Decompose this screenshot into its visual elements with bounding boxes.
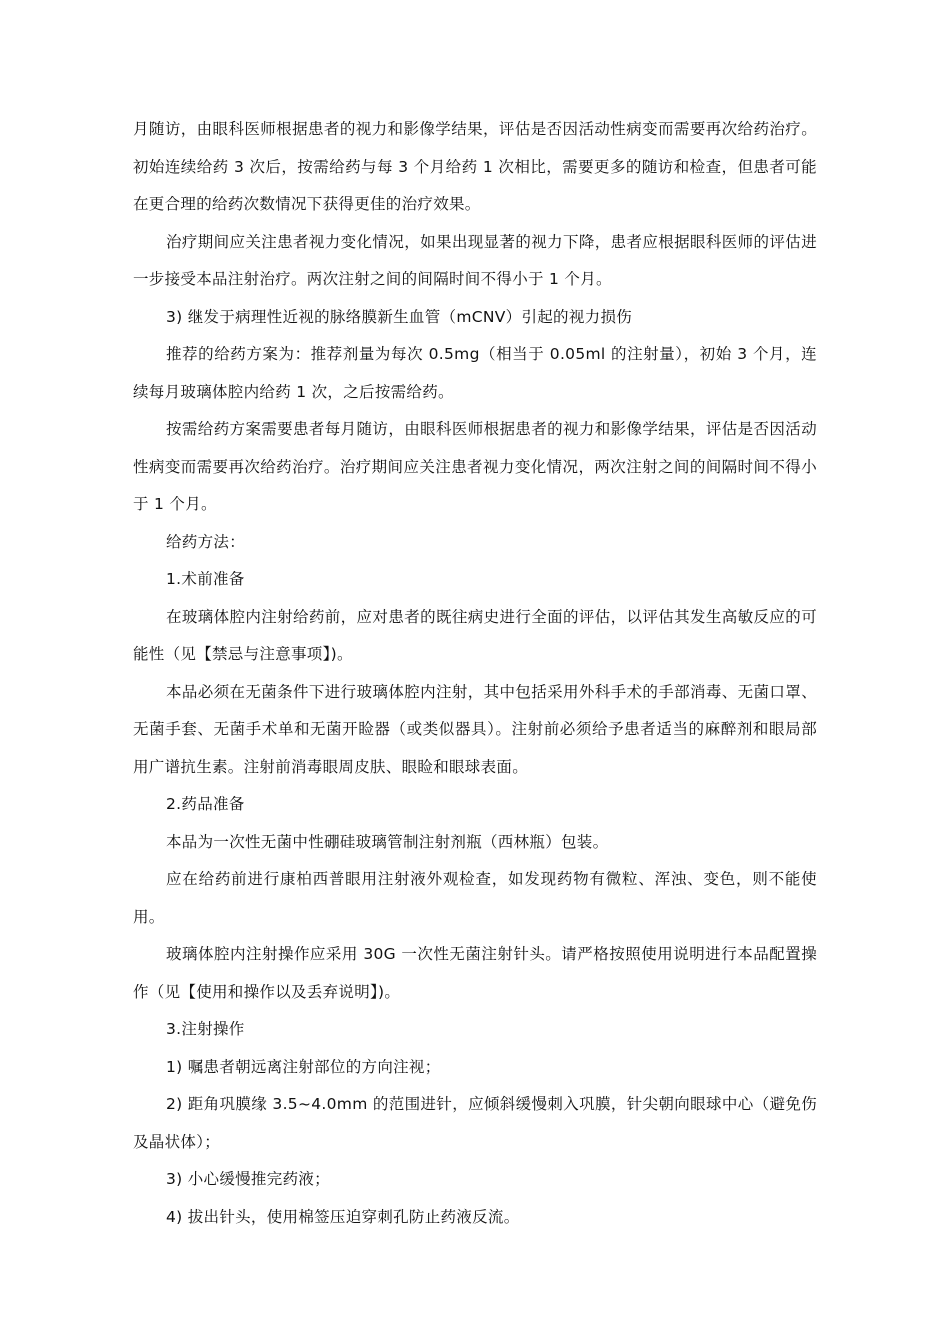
section-heading: 3) 继发于病理性近视的脉络膜新生血管（mCNV）引起的视力损伤 — [166, 307, 633, 326]
paragraph: 应在给药前进行康柏西普眼用注射液外观检查，如发现药物有微粒、浑浊、变色，则不能使用。 — [133, 870, 817, 926]
paragraph: 玻璃体腔内注射操作应采用 30G 一次性无菌注射针头。请严格按照使用说明进行本品配置操作（见【使用和操作以及丢弃说明】)。 — [133, 945, 817, 1001]
document-body — [133, 111, 817, 1236]
list-item: 3) 小心缓慢推完药液； — [166, 1170, 330, 1188]
paragraph: 本品必须在无菌条件下进行玻璃体腔内注射，其中包括采用外科手术的手部消毒、无菌口罩、无菌手套、无菌手术单和无菌开睑器（或类似器具）。注射前必须给予患者适当的麻醉剂和眼局部用广谱抗生素。注射前消毒眼周皮肤、眼睑和眼球表面。 — [133, 682, 817, 776]
paragraph: 月随访，由眼科医师根据患者的视力和影像学结果，评估是否因活动性病变而需要再次给药治疗。初始连续给药 3 次后，按需给药与每 3 个月给药 1 次相比，需要更多的随访和检查，但患者可能在更合理的给药次数情况下获得更佳的治疗效果。 — [133, 120, 817, 213]
paragraph: 推荐的给药方案为：推荐剂量为每次 0.5mg（相当于 0.05ml 的注射量），初始 3 个月，连续每月玻璃体腔内给药 1 次，之后按需给药。 — [133, 345, 817, 401]
paragraph: 治疗期间应关注患者视力变化情况，如果出现显著的视力下降，患者应根据眼科医师的评估进一步接受本品注射治疗。两次注射之间的间隔时间不得小于 1 个月。 — [133, 232, 817, 288]
section-heading: 3.注射操作 — [166, 1020, 245, 1038]
section-heading: 2.药品准备 — [166, 795, 245, 813]
paragraph: 在玻璃体腔内注射给药前，应对患者的既往病史进行全面的评估，以评估其发生高敏反应的可能性（见【禁忌与注意事项】)。 — [133, 607, 817, 663]
section-heading: 给药方法： — [166, 532, 246, 551]
paragraph: 按需给药方案需要患者每月随访，由眼科医师根据患者的视力和影像学结果，评估是否因活动性病变而需要再次给药治疗。治疗期间应关注患者视力变化情况，两次注射之间的间隔时间不得小于 1 个月。 — [133, 420, 817, 513]
list-item: 2) 距角巩膜缘 3.5~4.0mm 的范围进针，应倾斜缓慢刺入巩膜，针尖朝向眼球中心（避免伤及晶状体）； — [133, 1095, 817, 1151]
list-item: 4) 拔出针头，使用棉签压迫穿刺孔防止药液反流。 — [166, 1207, 520, 1226]
list-item: 1) 嘱患者朝远离注射部位的方向注视； — [166, 1057, 441, 1076]
section-heading: 1.术前准备 — [166, 570, 245, 588]
paragraph: 本品为一次性无菌中性硼硅玻璃管制注射剂瓶（西林瓶）包装。 — [166, 832, 609, 851]
